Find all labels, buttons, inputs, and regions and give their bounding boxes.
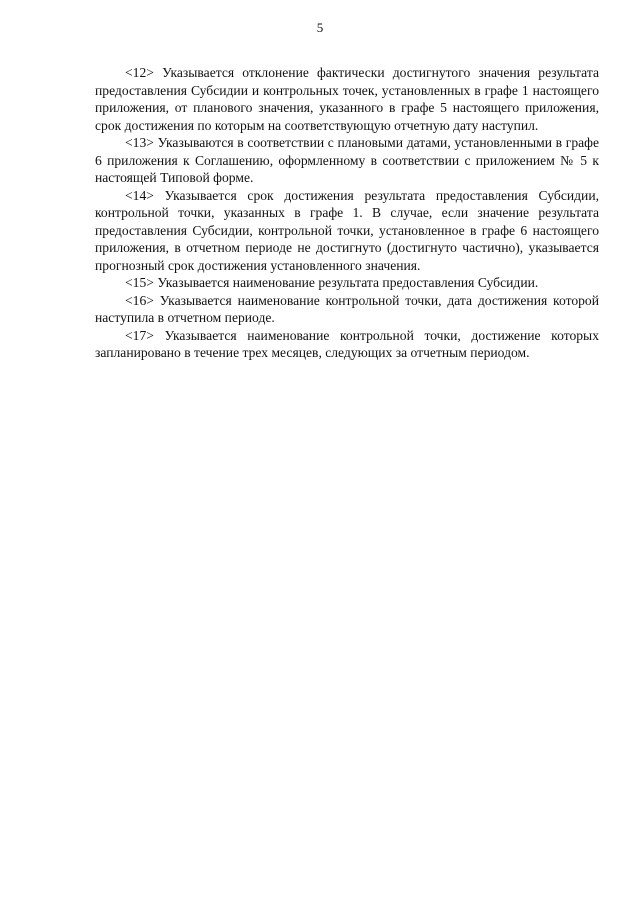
footnote-13 [95, 134, 599, 187]
footnote-text: Указывается отклонение фактически достигнутого значения результата предоставления Субсидии и контрольных точек, установленных в графе 1 настоящего приложения, от планового значения, указанного в графе 5 настоящего приложения, срок достижения по которым на соответствующую отчетную дату наступил. [95, 65, 599, 133]
footnote-17 [95, 327, 599, 362]
footnote-marker: <15> [125, 275, 154, 290]
footnote-text: Указывается срок достижения результата предоставления Субсидии, контрольной точки, указанных в графе 1. В случае, если значение результата предоставления Субсидии, контрольной точки, установленное в графе 6 настоящего приложения, в отчетном периоде не достигнуто (достигнуто частично), указывается прогнозный срок достижения установленного значения. [95, 187, 599, 273]
footnote-marker: <14> [125, 187, 154, 203]
footnote-marker: <12> [125, 65, 154, 80]
footnote-marker: <13> [125, 135, 154, 150]
footnote-text: Указываются в соответствии с плановыми датами, установленными в графе 6 приложения к Соглашению, оформленному в соответствии с приложением № 5 к настоящей Типовой форме. [95, 135, 599, 185]
footnote-text: Указывается наименование результата предоставления Субсидии. [157, 275, 539, 290]
footnote-text: Указывается наименование контрольной точки, дата достижения которой наступила в отчетном периоде. [95, 292, 599, 325]
footnote-14 [95, 187, 599, 275]
footnote-12 [95, 64, 599, 134]
footnote-16 [95, 292, 599, 327]
footnote-text: Указывается наименование контрольной точки, достижение которых запланировано в течение трех месяцев, следующих за отчетным периодом. [95, 327, 599, 360]
footnote-marker: <17> [125, 327, 154, 343]
footnote-marker: <16> [125, 292, 154, 308]
footnotes-list [95, 64, 599, 362]
footnote-15 [95, 274, 599, 292]
page-number: 5 [316, 20, 324, 35]
